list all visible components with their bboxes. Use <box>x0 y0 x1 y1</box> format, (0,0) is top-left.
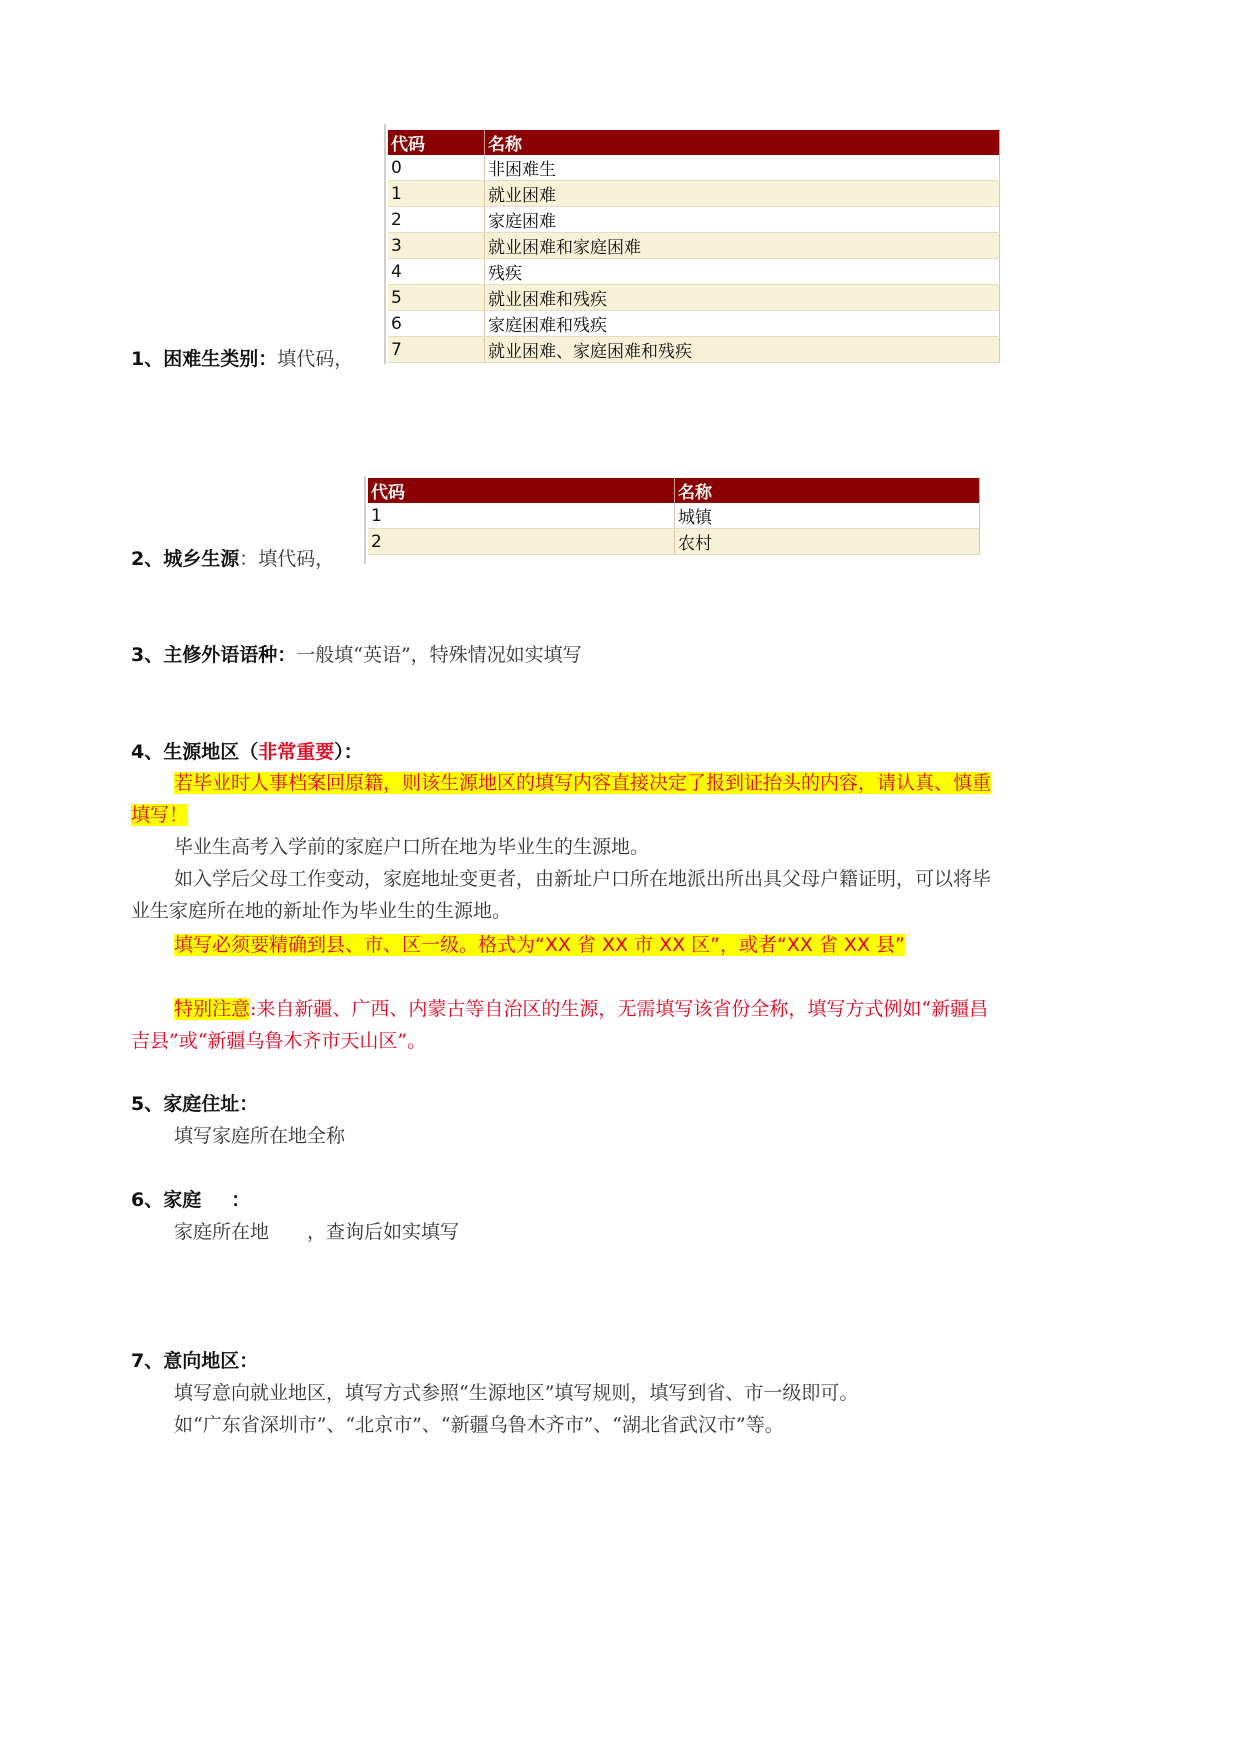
table-header-row <box>388 130 1000 155</box>
table-header-code: 代码 <box>368 478 675 503</box>
special-note-label: 特别注意 <box>174 998 251 1020</box>
section-7-body-line-1: 填写意向就业地区，填写方式参照“生源地区”填写规则，填写到省、市一级即可。 <box>174 1382 859 1404</box>
section-4-heading <box>131 737 363 764</box>
table-cell-code: 2 <box>368 529 675 555</box>
section-7-heading <box>131 1346 258 1373</box>
table-body <box>368 503 980 555</box>
table-cell-name: 就业困难和家庭困难 <box>485 233 1000 259</box>
section-6-body-part-2: ，查询后如实填写 <box>307 1221 460 1243</box>
table-cell-name: 城镇 <box>675 503 980 529</box>
table-cell-code: 0 <box>388 155 485 181</box>
format-note-line <box>174 930 905 957</box>
table-cell-name: 残疾 <box>485 259 1000 285</box>
table-cell-name: 非困难生 <box>485 155 1000 181</box>
table-cell-name: 就业困难 <box>485 181 1000 207</box>
section-title-colon: ： <box>231 1189 251 1211</box>
section-note: ：填代码， <box>239 548 335 570</box>
table-row <box>388 207 1000 233</box>
table-row <box>388 233 1000 259</box>
paragraph-origin-definition: 毕业生高考入学前的家庭户口所在地为毕业生的生源地。 <box>174 836 650 858</box>
table-row <box>388 285 1000 311</box>
section-number: 3、 <box>131 644 164 666</box>
table-row <box>388 337 1000 363</box>
table-cell-name: 农村 <box>675 529 980 555</box>
special-note-line-2: 吉县”或“新疆乌鲁木齐市天山区”。 <box>131 1030 427 1052</box>
section-note: 填代码， <box>277 348 354 370</box>
section-title: 生源地区（ <box>163 741 259 763</box>
table-cell-code: 1 <box>368 503 675 529</box>
table-cell-code: 1 <box>388 181 485 207</box>
section-number: 7、 <box>131 1350 164 1372</box>
section-2-heading <box>131 544 334 571</box>
table-left-border <box>364 476 366 564</box>
warning-text: 若毕业时人事档案回原籍，则该生源地区的填写内容直接决定了报到证抬头的内容，请认真、慎重 <box>174 772 992 794</box>
section-title: 困难生类别： <box>163 348 278 370</box>
section-1-heading <box>131 344 353 371</box>
table-header-code: 代码 <box>388 130 485 155</box>
table-row <box>388 311 1000 337</box>
table-header-name: 名称 <box>675 478 980 503</box>
section-3-heading <box>131 640 582 667</box>
paragraph-address-change-2: 业生家庭所在地的新址作为毕业生的生源地。 <box>131 900 512 922</box>
important-emphasis: 非常重要 <box>258 741 335 763</box>
section-5-heading <box>131 1089 258 1116</box>
table-left-border <box>384 124 386 364</box>
section-title: 家庭住址： <box>163 1093 259 1115</box>
paragraph-address-change-1: 如入学后父母工作变动，家庭地址变更者，由新址户口所在地派出所出具父母户籍证明，可以将毕 <box>174 868 992 890</box>
section-6-heading <box>131 1185 250 1212</box>
table-cell-code: 7 <box>388 337 485 363</box>
table-row <box>388 155 1000 181</box>
urban-rural-code-table <box>368 478 980 555</box>
table-cell-code: 3 <box>388 233 485 259</box>
difficulty-code-table <box>388 130 1000 363</box>
table-row <box>388 259 1000 285</box>
table-cell-name: 家庭困难和残疾 <box>485 311 1000 337</box>
warning-text-cont: 填写！ <box>131 804 189 826</box>
table-row <box>388 181 1000 207</box>
section-title: 城乡生源 <box>163 548 240 570</box>
table-header-row <box>368 478 980 503</box>
special-note-line-1 <box>174 994 988 1021</box>
table-cell-name: 家庭困难 <box>485 207 1000 233</box>
format-note: 填写必须要精确到县、市、区一级。格式为“XX 省 XX 市 XX 区”，或者“XX 省 XX 县” <box>174 934 905 956</box>
section-title: 主修外语语种： <box>163 644 297 666</box>
section-number: 5、 <box>131 1093 164 1115</box>
table-header-name: 名称 <box>485 130 1000 155</box>
table-body <box>388 155 1000 363</box>
section-note: 一般填“英语”，特殊情况如实填写 <box>296 644 582 666</box>
table-cell-name: 就业困难和残疾 <box>485 285 1000 311</box>
table-row <box>368 503 980 529</box>
section-6-body-part-1: 家庭所在地 <box>174 1221 270 1243</box>
section-7-body-line-2: 如“广东省深圳市”、“北京市”、“新疆乌鲁木齐市”、“湖北省武汉市”等。 <box>174 1414 784 1436</box>
table-cell-name: 就业困难、家庭困难和残疾 <box>485 337 1000 363</box>
special-note-text: :来自新疆、广西、内蒙古等自治区的生源，无需填写该省份全称，填写方式例如“新疆昌 <box>250 998 989 1020</box>
table-cell-code: 2 <box>388 207 485 233</box>
section-5-body: 填写家庭所在地全称 <box>174 1125 346 1147</box>
section-title-close: ）： <box>334 741 363 763</box>
table-row <box>368 529 980 555</box>
section-number: 4、 <box>131 741 164 763</box>
warning-line-2 <box>131 800 188 827</box>
section-6-body <box>174 1217 459 1244</box>
section-number: 2、 <box>131 548 164 570</box>
section-number: 6、 <box>131 1189 164 1211</box>
section-title: 意向地区： <box>163 1350 259 1372</box>
section-number: 1、 <box>131 348 164 370</box>
table-cell-code: 4 <box>388 259 485 285</box>
section-title: 家庭 <box>163 1189 202 1211</box>
warning-line-1 <box>174 768 991 795</box>
table-cell-code: 6 <box>388 311 485 337</box>
table-cell-code: 5 <box>388 285 485 311</box>
